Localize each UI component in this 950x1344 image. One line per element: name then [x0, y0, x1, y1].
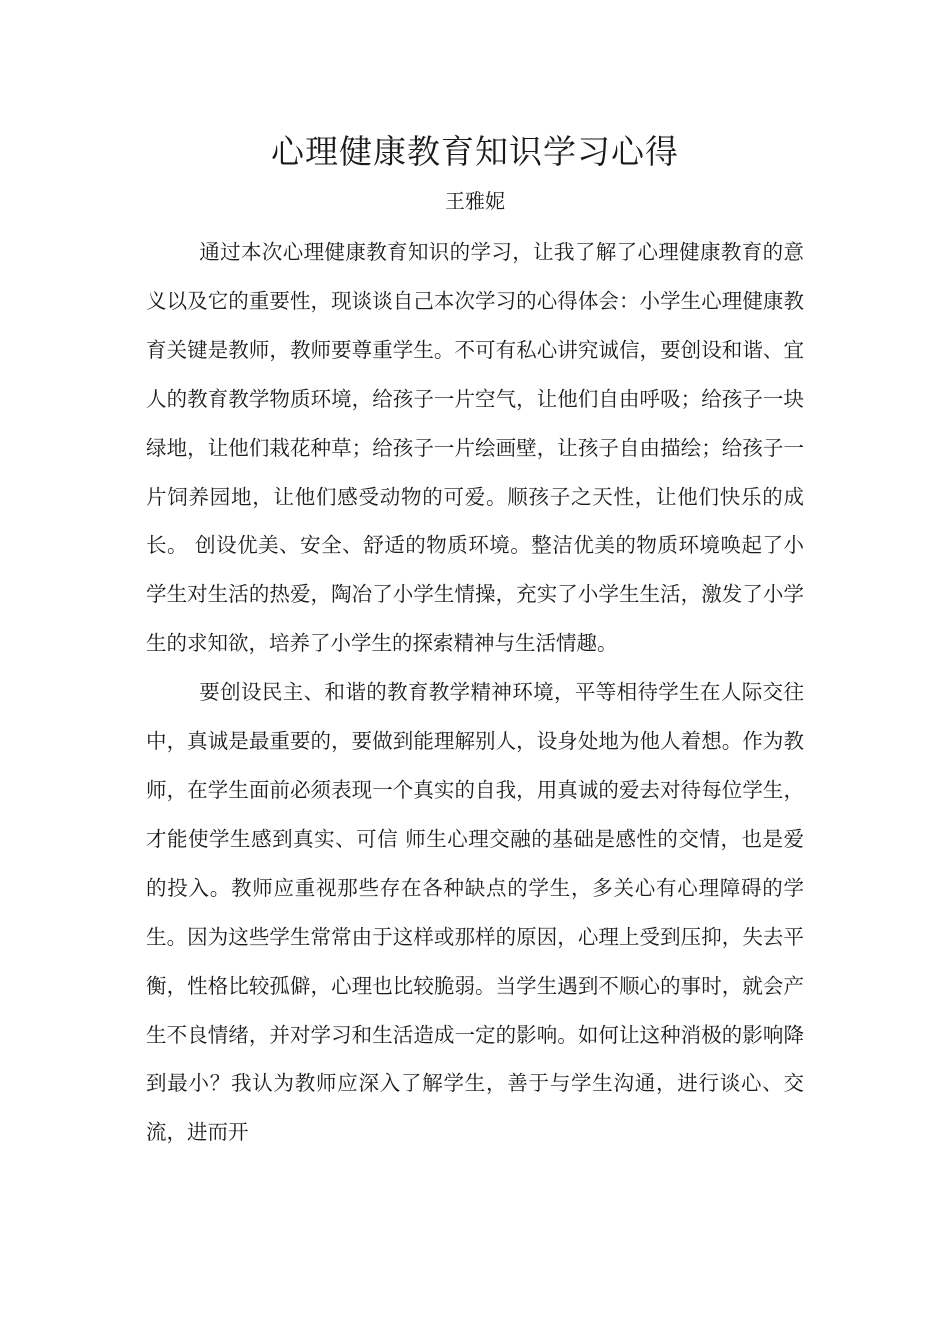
document-author: 王雅妮	[445, 189, 505, 213]
document-title: 心理健康教育知识学习心得	[271, 132, 679, 171]
document-body	[146, 228, 804, 1157]
paragraph-2: 要创设民主、和谐的教育教学精神环境，平等相待学生在人际交往中，真诚是最重要的，要做到能理解别人，设身处地为他人着想。作为教师，在学生面前必须表现一个真实的自我，用真诚的爱去对待每位学生，才能使学生感到真实、可信 师生心理交融的基础是感性的交情，也是爱的投入。教师应重视那些存在各种缺点的学生，多关心有心理障碍的学生。因为这些学生常常由于这样或那样的原因，心理上受到压抑，失去平衡，性格比较孤僻，心理也比较脆弱。当学生遇到不顺心的事时，就会产生不良情绪，并对学习和生活造成一定的影响。如何让这种消极的影响降到最小？我认为教师应深入了解学生，善于与学生沟通，进行谈心、交流，进而开	[146, 680, 804, 1145]
paragraph-1: 通过本次心理健康教育知识的学习，让我了解了心理健康教育的意义以及它的重要性，现谈谈自己本次学习的心得体会：小学生心理健康教育关键是教师，教师要尊重学生。不可有私心讲究诚信，要创设和谐、宜人的教育教学物质环境，给孩子一片空气，让他们自由呼吸；给孩子一块绿地，让他们栽花种草；给孩子一片绘画壁，让孩子自由描绘；给孩子一片饲养园地，让他们感受动物的可爱。顺孩子之天性，让他们快乐的成长。 创设优美、安全、舒适的物质环境。整洁优美的物质环境唤起了小学生对生活的热爱，陶冶了小学生情操，充实了小学生生活，激发了小学生的求知欲，培养了小学生的探索精神与生活情趣。	[146, 240, 804, 656]
